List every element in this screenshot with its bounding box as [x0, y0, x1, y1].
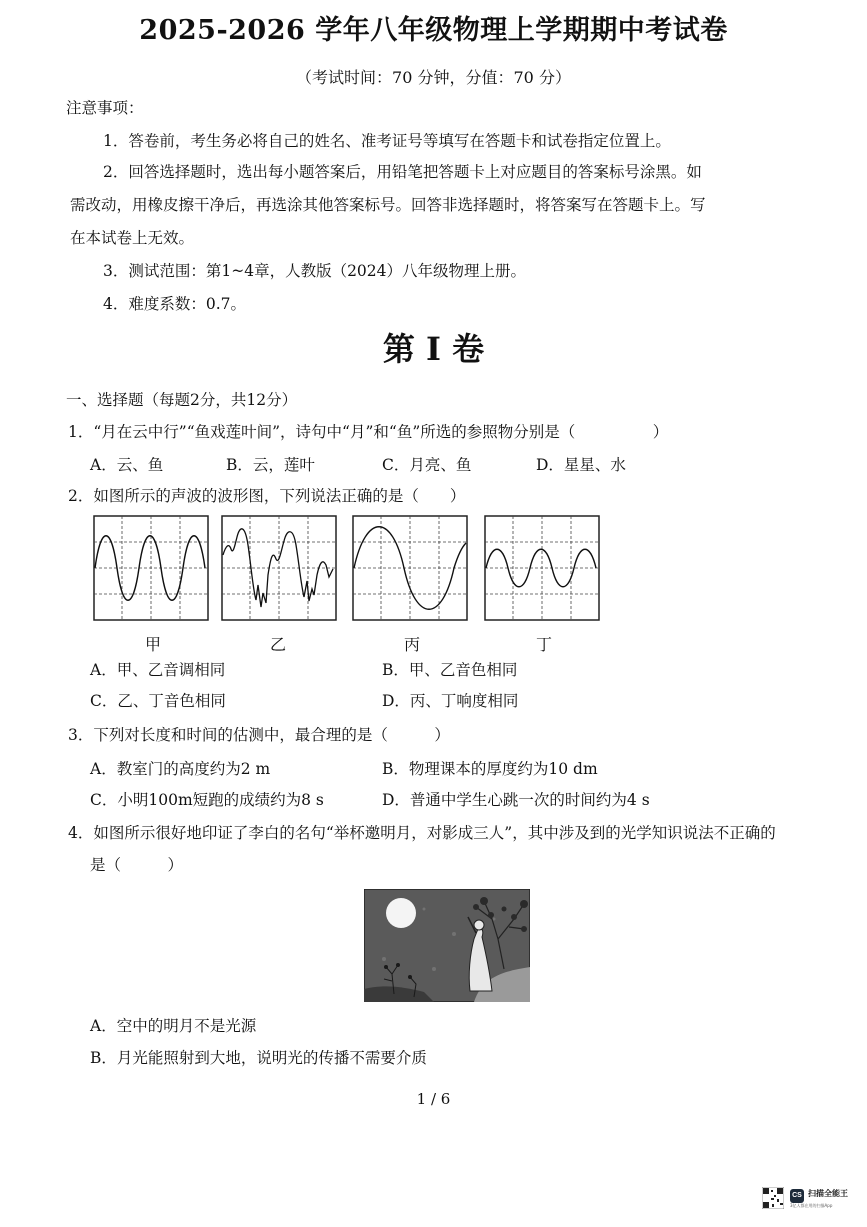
question-1-option-d: D．星星、水: [536, 456, 626, 474]
scanner-brand: 扫描全能王: [808, 1189, 848, 1198]
question-2-option-a: A．甲、乙音调相同: [90, 661, 226, 679]
notice-line-2b: 需改动，用橡皮擦干净后，再选涂其他答案标号。回答非选择题时，将答案写在答题卡上。写: [70, 196, 706, 214]
qr-code-icon: [762, 1187, 784, 1209]
question-3-option-c: C．小明100m短跑的成绩约为8 s: [90, 791, 324, 809]
question-4-stem-line-1: 4．如图所示很好地印证了李白的名句“举杯邀明月，对影成三人”，其中涉及到的光学知识说法不正确的: [68, 824, 776, 842]
question-3-option-b: B．物理课本的厚度约为10 dm: [382, 760, 598, 778]
waveform-ding: [484, 515, 600, 621]
question-2-stem: 2．如图所示的声波的波形图，下列说法正确的是（ ）: [68, 487, 466, 505]
question-1-option-b: B．云，莲叶: [226, 456, 315, 474]
question-1-option-a: A．云、鱼: [90, 456, 164, 474]
notice-line-2a: 2．回答选择题时，选出每小题答案后，用铅笔把答题卡上对应题目的答案标号涂黑。如: [103, 163, 702, 181]
moonlight-poet-illustration: [364, 889, 530, 1002]
exam-title: 2025-2026 学年八年级物理上学期期中考试卷: [139, 15, 728, 46]
waveform-label-jia: 甲: [145, 635, 162, 654]
question-3-option-d: D．普通中学生心跳一次的时间约为4 s: [382, 791, 650, 809]
question-4-option-a: A．空中的明月不是光源: [90, 1017, 257, 1035]
notice-line-2c: 在本试卷上无效。: [70, 229, 195, 247]
notice-line-1: 1．答卷前，考生务必将自己的姓名、准考证号等填写在答题卡和试卷指定位置上。: [103, 132, 671, 150]
waveform-label-yi: 乙: [270, 635, 287, 654]
scanner-brand-sub: 3亿人都在用的扫描App: [790, 1203, 833, 1208]
waveform-jia: [93, 515, 209, 621]
exam-subtitle: （考试时间：70 分钟，分值：70 分）: [296, 68, 571, 87]
cs-logo-icon: CS: [790, 1189, 804, 1203]
notice-heading: 注意事项：: [66, 99, 144, 117]
question-2-option-c: C．乙、丁音色相同: [90, 692, 226, 710]
page-number: 1 / 6: [416, 1090, 451, 1108]
waveform-bing: [352, 515, 468, 621]
question-3-stem: 3．下列对长度和时间的估测中，最合理的是（ ）: [68, 726, 450, 744]
waveform-yi: [221, 515, 337, 621]
notice-line-4: 4．难度系数：0.7。: [103, 295, 247, 313]
question-1-stem: 1．“月在云中行”“鱼戏莲叶间”，诗句中“月”和“鱼”所选的参照物分别是（ ）: [68, 423, 669, 441]
question-2-option-b: B．甲、乙音色相同: [382, 661, 518, 679]
notice-line-3: 3．测试范围：第1~4章，人教版（2024）八年级物理上册。: [103, 262, 527, 280]
waveform-label-ding: 丁: [536, 635, 553, 654]
question-2-option-d: D．丙、丁响度相同: [382, 692, 519, 710]
waveform-label-bing: 丙: [404, 635, 421, 654]
section-title: 第 I 卷: [382, 330, 485, 368]
part-heading: 一、选择题（每题2分，共12分）: [66, 391, 298, 409]
question-4-stem-line-2: 是（ ）: [90, 856, 184, 874]
question-3-option-a: A．教室门的高度约为2 m: [90, 760, 271, 778]
question-1-option-c: C．月亮、鱼: [382, 456, 472, 474]
question-4-option-b: B．月光能照射到大地，说明光的传播不需要介质: [90, 1049, 427, 1067]
moon-icon: [386, 898, 416, 928]
